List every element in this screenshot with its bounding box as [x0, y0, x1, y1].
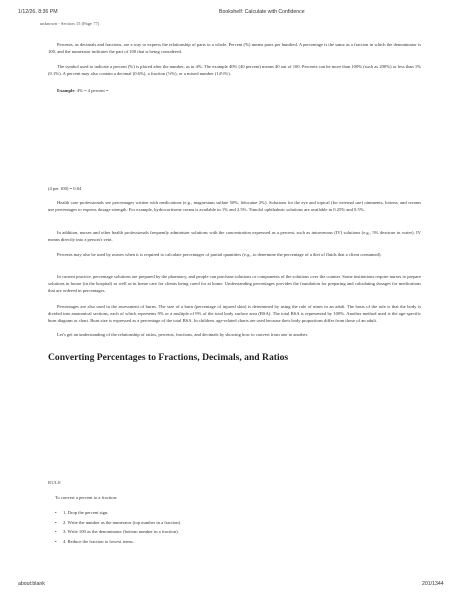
paragraph-conversion-intro: Let's get an understanding of the relationship of ratios, percents, fractions, and decimals by showing how to convert from one to another.: [57, 332, 308, 337]
rule-step: • 2. Write the number as the numerator (top number in a fraction).: [55, 518, 181, 528]
footer-url: about:blank: [18, 581, 45, 587]
footer-page-number: 201/1344: [422, 581, 444, 587]
paragraph-symbol: The symbol used to indicate a percent (%) is placed after the number, as in 4%. The example 40% (40 percent) means 40 out of 100. Percents can be more than 100% (such as 200%) or less than 1% (0.1%). A percent may also contain a decimal (0.6%), a fraction (½%), or a mixed number (14½%).: [48, 64, 421, 77]
example-label: Example: [57, 88, 75, 93]
rule-intro: To convert a percent to a fraction:: [55, 495, 118, 500]
breadcrumb: unknown - Section 15 (Page 77): [40, 21, 100, 26]
document-title: Bookshelf: Calculate with Confidence: [219, 9, 305, 15]
rule-steps-list: [55, 508, 181, 546]
rule-label: RULE: [48, 480, 62, 485]
paragraph-iv-solutions: In addition, nurses and other health professionals frequently administer solutions with the concentration expressed as a percent, such as intravenous (IV) solutions (e.g., 5% dextrose in water). IV means directly into a person's vein.: [48, 230, 421, 243]
paragraph-partial-quantities: Percents may also be used by nurses when it is required to calculate percentages of partial quantities (e.g., to determine the percentage of a diet of fluids that a client consumed).: [57, 252, 382, 257]
example-result: (4 per 100) = 0.04: [48, 186, 82, 191]
rule-step: • 1. Drop the percent sign.: [55, 508, 181, 518]
print-datetime: 1/12/26, 8:36 PM: [18, 9, 58, 15]
section-heading: Converting Percentages to Fractions, Decimals, and Ratios: [48, 352, 289, 363]
paragraph-current-practice: In current practice, percentage solutions are prepared by the pharmacy, and people can purchase solutions or components of the solutions over the counter. Some institutions require nurses to prepare solutions in house (in the hospital) as well as in home care for clients being cared for at home. Understanding percentages provides the foundation for preparing and calculating dosages for medications that are ordered in percentages.: [48, 274, 421, 294]
paragraph-burns: Percentages are also used in the assessment of burns. The size of a burn (percentage of injured skin) is determined by using the rule of nines in an adult. The basis of the rule is that the body is divided into anatomical sections, each of which represents 9% or a multiple of 9% of the total body surface area (BSA). The total BSA is represented by 100%. Another method used is the age-specific burn diagram or chart. Burn size is expressed as a percentage of the total BSA. In children, age-related charts are used because their body proportions differ from those of an adult.: [48, 304, 421, 324]
example-text: : 4% = 4 percent =: [74, 88, 109, 93]
paragraph-intro: Percents, as decimals and fractions, are a way to express the relationship of parts to a whole. Percent (%) means parts per hundred. A percentage is the same as a fraction in which the denominator is 100, and the numerator indicates the part of 100 that is being considered.: [48, 42, 421, 55]
paragraph-medications: Health care professionals see percentages written with medications (e.g., magnesium sulfate 50%, lidocaine 2%). Solutions for the eye and topical (for external use) ointments, lotions, and creams use percentages to express dosage strength. For example, hydrocortisone cream is available in 1% and 2.5%. Timolol ophthalmic solutions are available in 0.25% and 0.5%.: [48, 200, 421, 213]
example-line: [57, 88, 109, 93]
rule-step: • 3. Write 100 as the denominator (bottom number in a fraction).: [55, 527, 181, 537]
rule-step: • 4. Reduce the fraction to lowest terms.: [55, 537, 181, 547]
